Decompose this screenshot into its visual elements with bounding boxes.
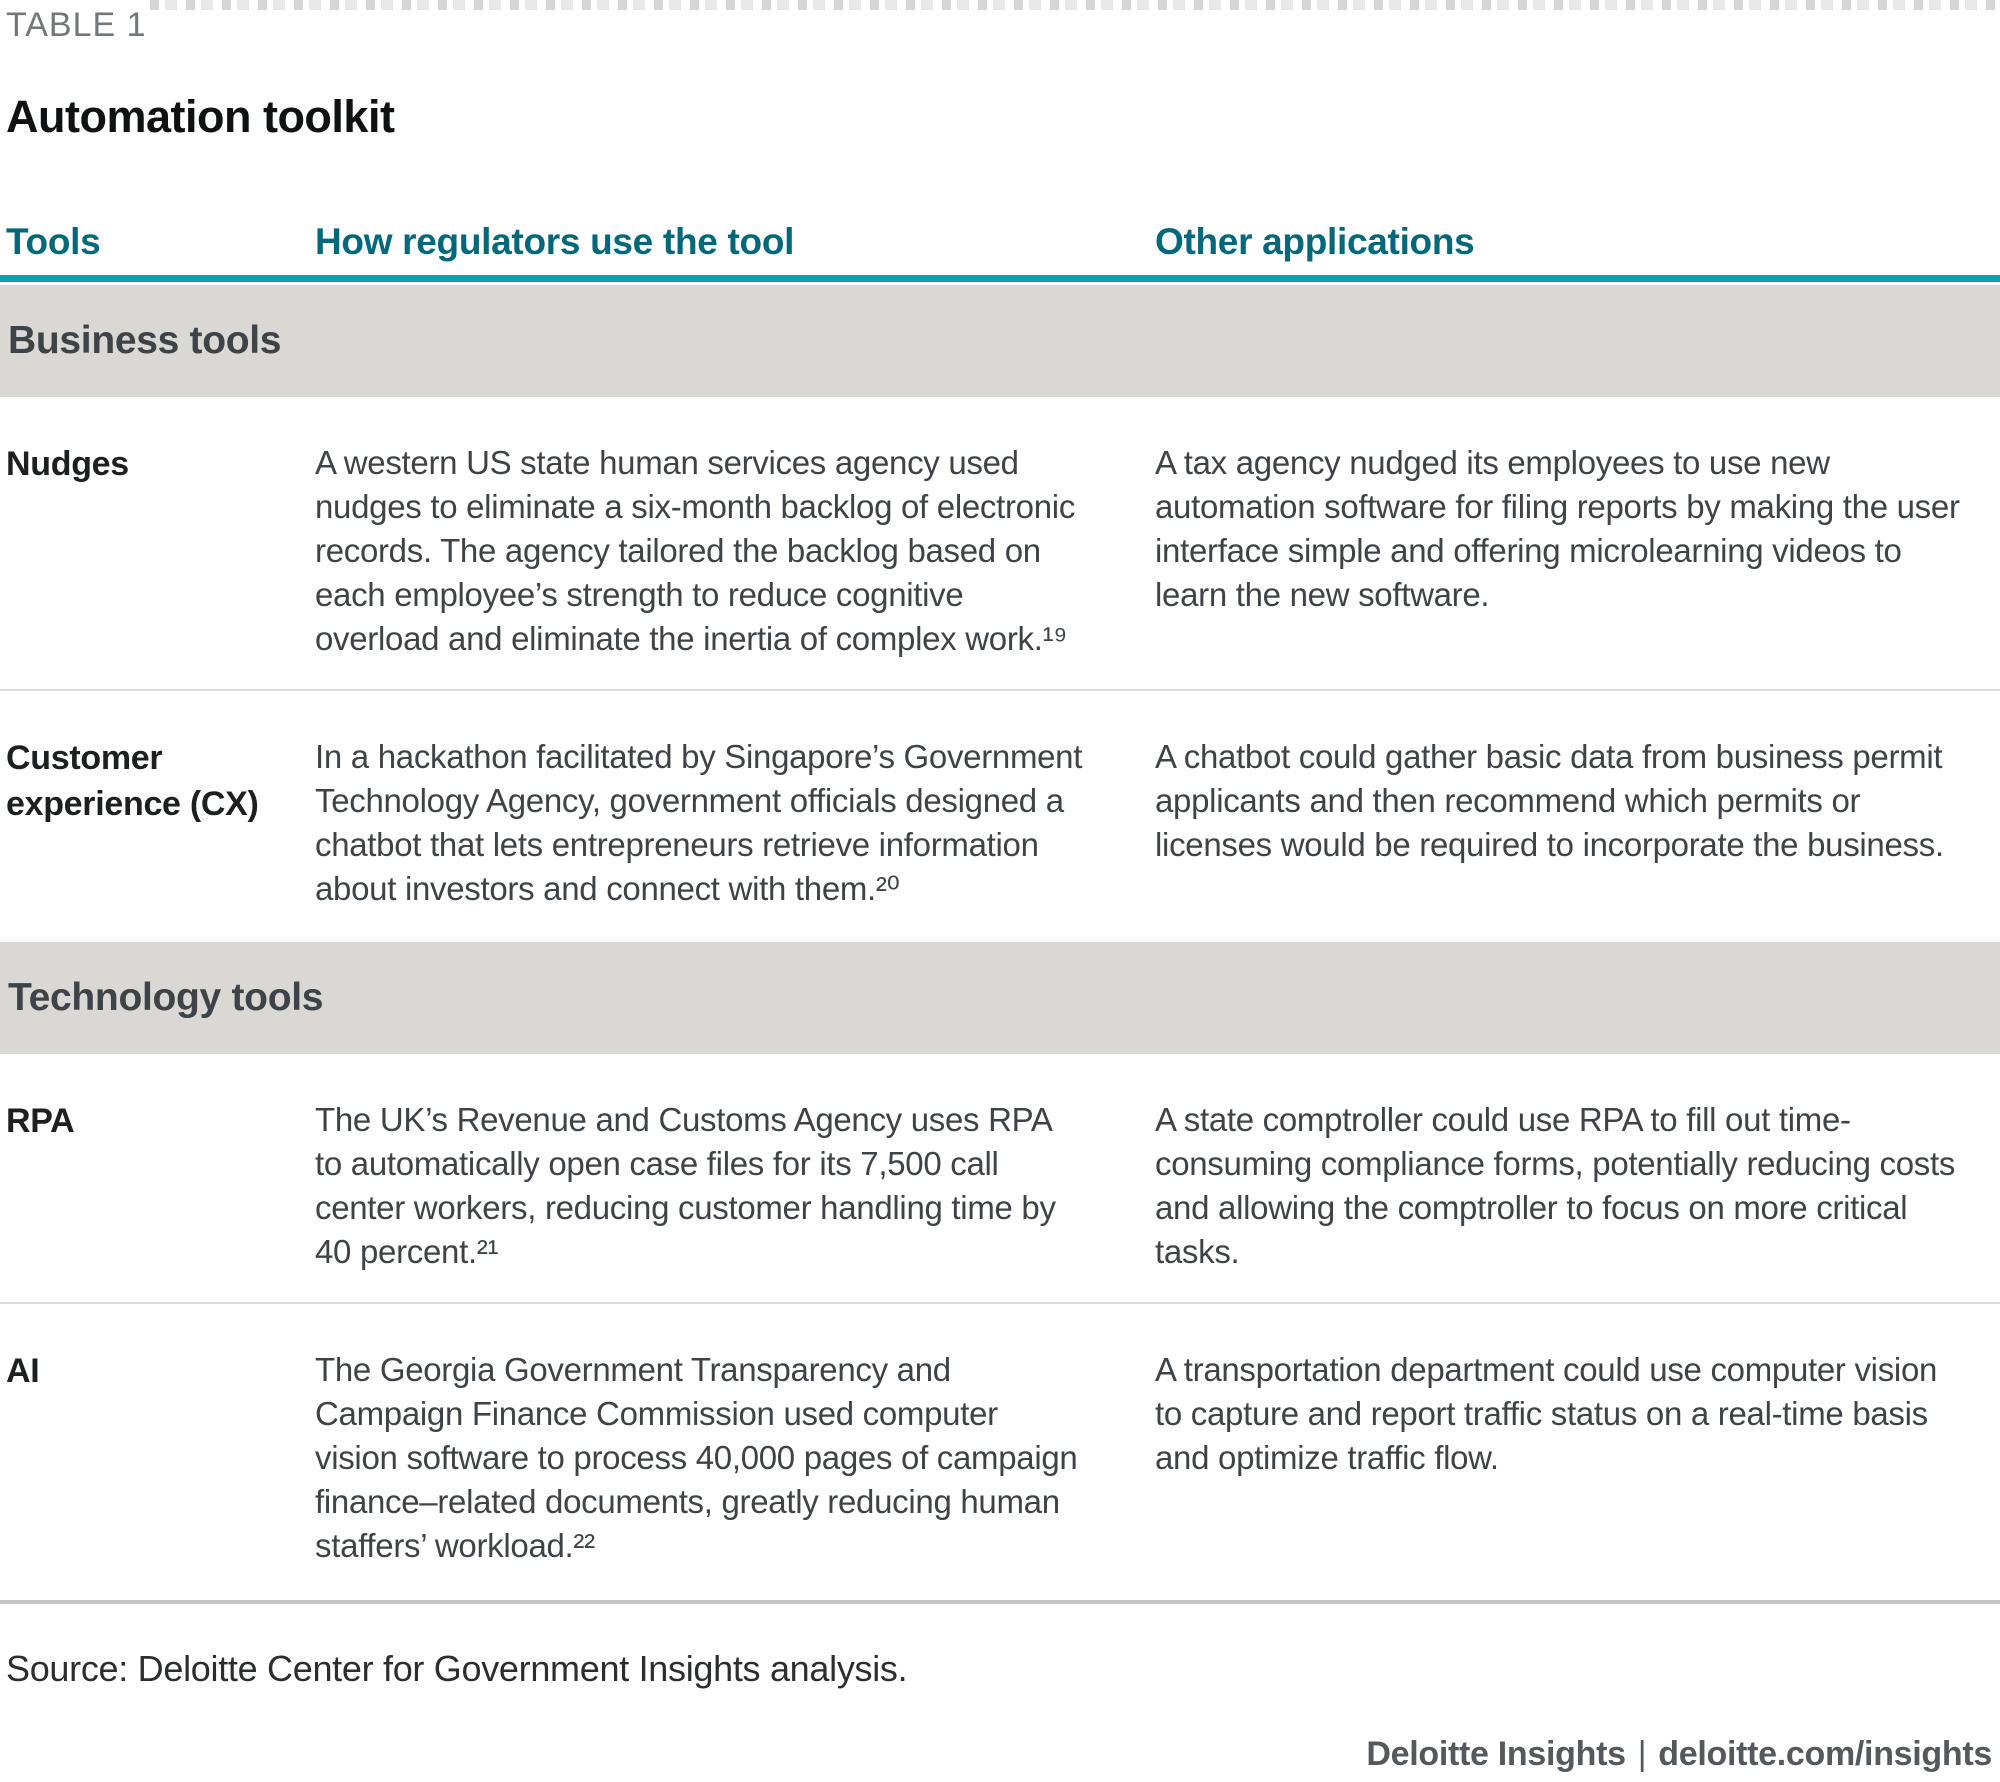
tool-name-ai: AI <box>6 1352 40 1390</box>
regulator-use-customer-experience: In a hackathon facilitated by Singapore’s Government Technology Agency, government officials designed a chatbot that lets entrepreneurs retrieve information about investors and connect with them.²⁰ <box>315 738 1083 907</box>
table-number-label: TABLE 1 <box>6 6 147 44</box>
regulator-use-nudges: A western US state human services agency used nudges to eliminate a six-month backlog of electronic records. The agency tailored the backlog based on each employee’s strength to reduce cognitive overload and eliminate the inertia of complex work.¹⁹ <box>315 444 1076 657</box>
section-business-tools <box>0 285 2000 939</box>
table-row-rpa <box>0 1054 2000 1302</box>
footer-branding <box>1366 1735 1992 1774</box>
table-row-nudges <box>0 397 2000 689</box>
cropped-text-artifact <box>150 0 2000 10</box>
section-header-technology-tools: Technology tools <box>0 942 2000 1054</box>
footer-brand-name: Deloitte Insights <box>1366 1735 1626 1773</box>
header-divider-rule <box>0 275 2000 282</box>
source-note: Source: Deloitte Center for Government Insights analysis. <box>6 1648 908 1689</box>
footer-pipe-separator: | <box>1637 1735 1647 1773</box>
regulator-use-ai: The Georgia Government Transparency and Campaign Finance Commission used computer vision software to process 40,000 pages of campaign finance–related documents, greatly reducing human staffers’ workload.²² <box>315 1351 1078 1564</box>
tool-name-rpa: RPA <box>6 1102 75 1140</box>
other-applications-rpa: A state comptroller could use RPA to fill out time-consuming compliance forms, potentially reducing costs and allowing the comptroller to focus on more critical tasks. <box>1155 1101 1956 1270</box>
other-applications-nudges: A tax agency nudged its employees to use new automation software for filing reports by making the user interface simple and offering microlearning videos to learn the new software. <box>1155 444 1960 613</box>
other-applications-ai: A transportation department could use computer vision to capture and report traffic status on a real-time basis and optimize traffic flow. <box>1155 1351 1938 1476</box>
column-header-tools: Tools <box>6 221 101 262</box>
tool-name-customer-experience: Customer experience (CX) <box>6 739 259 823</box>
table-row-customer-experience <box>0 689 2000 939</box>
column-header-row <box>0 221 2000 263</box>
tool-name-nudges: Nudges <box>6 445 129 483</box>
section-header-business-tools: Business tools <box>0 285 2000 397</box>
footer-site-url: deloitte.com/insights <box>1658 1735 1992 1773</box>
other-applications-customer-experience: A chatbot could gather basic data from business permit applicants and then recommend which permits or licenses would be required to incorporate the business. <box>1155 738 1944 863</box>
table-bottom-rule <box>0 1600 2000 1604</box>
table-row-ai <box>0 1302 2000 1596</box>
section-technology-tools <box>0 942 2000 1596</box>
table-title: Automation toolkit <box>6 91 395 142</box>
column-header-other-applications: Other applications <box>1155 221 1475 262</box>
regulator-use-rpa: The UK’s Revenue and Customs Agency uses RPA to automatically open case files for its 7,500 call center workers, reducing customer handling time by 40 percent.²¹ <box>315 1101 1056 1270</box>
column-header-regulator-use: How regulators use the tool <box>315 221 795 262</box>
